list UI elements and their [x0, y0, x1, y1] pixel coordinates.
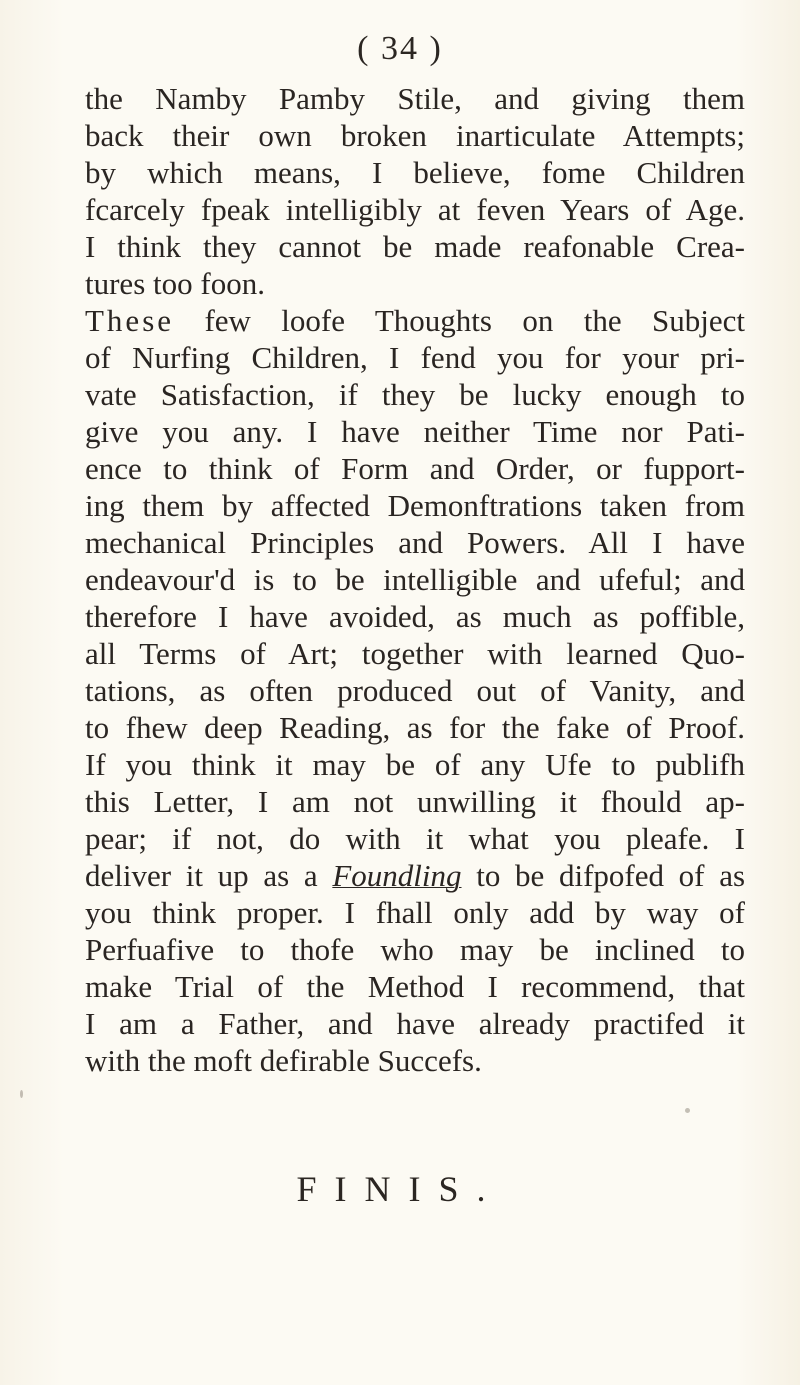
text-line-2: back their own broken inarticulate Attempts;: [85, 118, 745, 153]
page-number: ( 34 ): [357, 30, 443, 67]
text-line-20: this Letter, I am not unwilling it fhould ap-: [85, 784, 745, 819]
text-line-13: mechanical Principles and Powers. All I have: [85, 525, 745, 560]
text-line-26: I am a Father, and have already practifed it: [85, 1006, 745, 1041]
ink-speck: [685, 1108, 690, 1113]
text-line-15: therefore I have avoided, as much as poffible,: [85, 599, 745, 634]
italic-word: Foundling: [332, 858, 462, 893]
text-line-12: ing them by affected Demonftrations taken from: [85, 488, 745, 523]
text-line-9: vate Satisfaction, if they be lucky enough to: [85, 377, 745, 412]
text-line-11: ence to think of Form and Order, or fupport-: [85, 451, 745, 486]
text-line-23: you think proper. I fhall only add by way of: [85, 895, 745, 930]
text-line-27: with the moft defirable Succefs.: [85, 1043, 482, 1078]
text-line-22: [85, 857, 745, 894]
body-text: [85, 80, 745, 1079]
finis-ending: FINIS.: [296, 1169, 504, 1209]
text-line-5: I think they cannot be made reafonable Crea-: [85, 229, 745, 264]
text-line-21: pear; if not, do with it what you pleafe. I: [85, 821, 745, 856]
text-line-25: make Trial of the Method I recommend, that: [85, 969, 745, 1004]
text-line-10: give you any. I have neither Time nor Pati-: [85, 414, 745, 449]
text-line-18: to fhew deep Reading, as for the fake of Proof.: [85, 710, 745, 745]
text-line-8: of Nurfing Children, I fend you for your pri-: [85, 340, 745, 375]
text-line-1: the Namby Pamby Stile, and giving them: [85, 81, 745, 116]
text-line-22-end: to be difpofed of as: [476, 858, 746, 893]
text-line-4: fcarcely fpeak intelligibly at feven Years of Age.: [85, 192, 745, 227]
text-line-22-start: deliver it up as a: [85, 858, 318, 893]
text-line-14: endeavour'd is to be intelligible and ufeful; and: [85, 562, 745, 597]
text-line-24: Perfuafive to thofe who may be inclined to: [85, 932, 745, 967]
text-line-6: tures too foon.: [85, 266, 265, 301]
text-line-16: all Terms of Art; together with learned Quo-: [85, 636, 745, 671]
ink-speck: [20, 1090, 23, 1098]
text-line-7: [85, 302, 745, 339]
text-line-17: tations, as often produced out of Vanity, and: [85, 673, 745, 708]
text-line-3: by which means, I believe, fome Children: [85, 155, 745, 190]
small-caps-word: These: [85, 303, 175, 338]
text-line-19: If you think it may be of any Ufe to publifh: [85, 747, 745, 782]
text-line-7-rest: few loofe Thoughts on the Subject: [204, 303, 746, 338]
